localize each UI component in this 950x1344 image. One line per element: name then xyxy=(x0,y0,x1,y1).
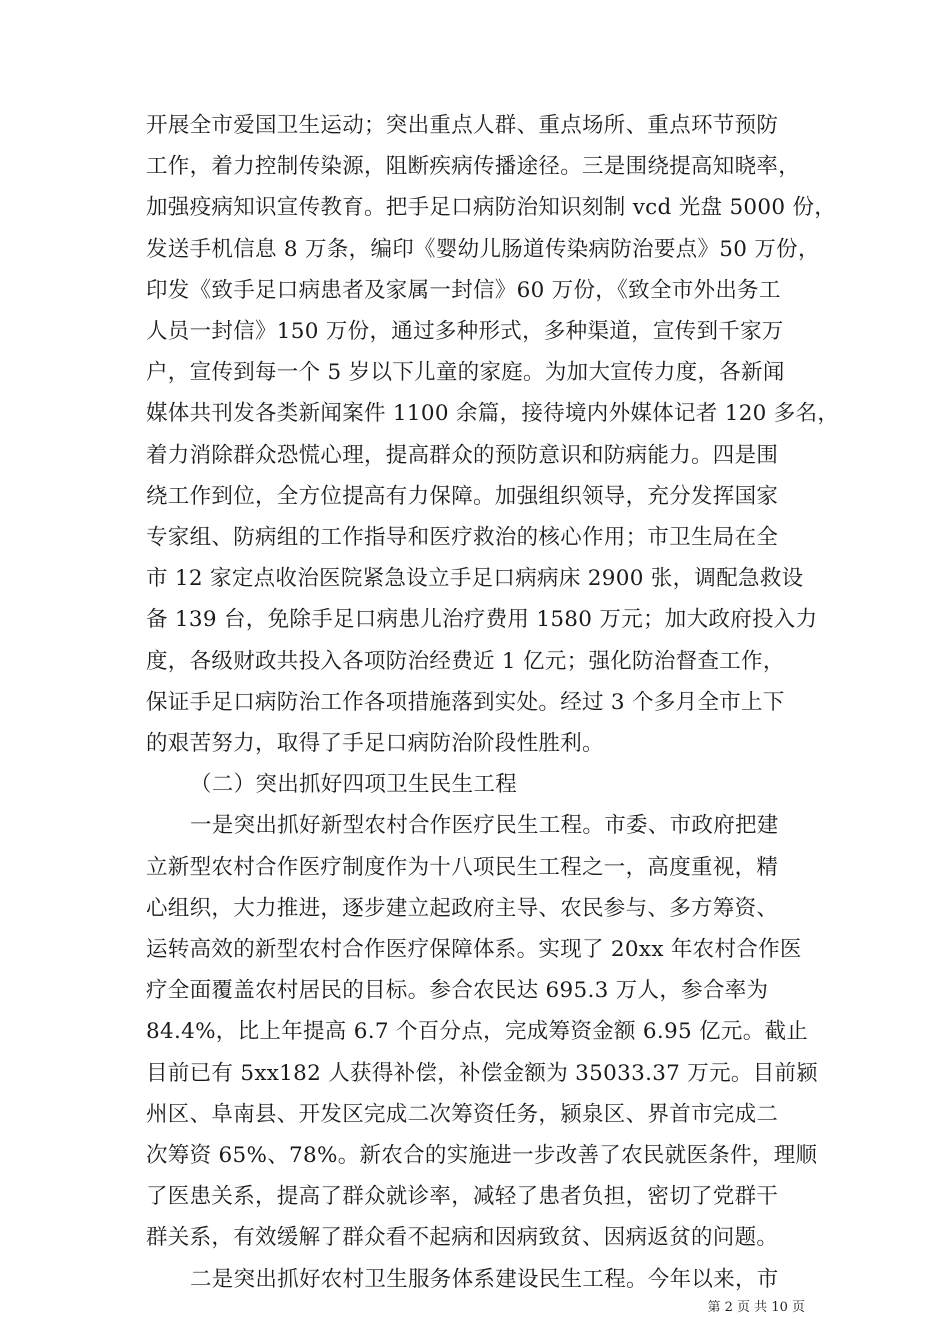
body-line: 心组织，大力推进，逐步建立起政府主导、农民参与、多方筹资、 xyxy=(146,895,779,921)
body-line: 户，宣传到每一个 5 岁以下儿童的家庭。为加大宣传力度，各新闻 xyxy=(146,360,785,386)
body-line: 市 12 家定点收治医院紧急设立手足口病病床 2900 张，调配急救设 xyxy=(146,566,804,592)
body-line: 二是突出抓好农村卫生服务体系建设民生工程。今年以来，市 xyxy=(190,1266,779,1292)
body-line: 群关系，有效缓解了群众看不起病和因病致贫、因病返贫的问题。 xyxy=(146,1225,779,1251)
body-line: 立新型农村合作医疗制度作为十八项民生工程之一，高度重视，精 xyxy=(146,854,779,880)
page-number-footer: 第 2 页 共 10 页 xyxy=(707,1300,805,1315)
body-line: 开展全市爱国卫生运动；突出重点人群、重点场所、重点环节预防 xyxy=(146,113,779,138)
body-line: 印发《致手足口病患者及家属一封信》60 万份，《致全市外出务工 xyxy=(146,277,781,303)
body-line: 媒体共刊发各类新闻案件 1100 余篇，接待境内外媒体记者 120 多名， xyxy=(146,401,840,427)
body-line: 绕工作到位，全方位提高有力保障。加强组织领导，充分发挥国家 xyxy=(146,483,779,509)
body-line: 人员一封信》150 万份，通过多种形式，多种渠道，宣传到千家万 xyxy=(146,319,784,344)
body-line: 发送手机信息 8 万条，编印《婴幼儿肠道传染病防治要点》50 万份， xyxy=(146,236,820,262)
body-line: 运转高效的新型农村合作医疗保障体系。实现了 20xx 年农村合作医 xyxy=(146,937,802,962)
body-line: 度，各级财政共投入各项防治经费近 1 亿元；强化防治督查工作， xyxy=(146,648,785,674)
body-line: 专家组、防病组的工作指导和医疗救治的核心作用；市卫生局在全 xyxy=(146,525,779,550)
body-line: 加强疫病知识宣传教育。把手足口病防治知识刻制 vcd 光盘 5000 份， xyxy=(146,195,837,221)
body-line: 着力消除群众恐慌心理，提高群众的预防意识和防病能力。四是围 xyxy=(146,442,779,468)
body-line: 目前已有 5xx182 人获得补偿，补偿金额为 35033.37 万元。目前颍 xyxy=(146,1060,819,1086)
body-line: 一是突出抓好新型农村合作医疗民生工程。市委、市政府把建 xyxy=(190,813,779,839)
body-line: 备 139 台，免除手足口病患儿治疗费用 1580 万元；加大政府投入力 xyxy=(146,607,818,633)
body-line: 保证手足口病防治工作各项措施落到实处。经过 3 个多月全市上下 xyxy=(146,689,785,715)
body-line: 工作，着力控制传染源，阻断疾病传播途径。三是围绕提高知晓率， xyxy=(146,154,801,180)
body-line: 了医患关系，提高了群众就诊率，减轻了患者负担，密切了党群干 xyxy=(146,1184,779,1210)
body-line: 疗全面覆盖农村居民的目标。参合农民达 695.3 万人，参合率为 xyxy=(146,978,769,1004)
body-line: 次筹资 65%、78%。新农合的实施进一步改善了农民就医条件，理顺 xyxy=(146,1143,818,1168)
body-line: 州区、阜南县、开发区完成二次筹资任务，颍泉区、界首市完成二 xyxy=(146,1101,779,1127)
section-heading: （二）突出抓好四项卫生民生工程 xyxy=(190,772,518,798)
body-line: 84.4%，比上年提高 6.7 个百分点，完成筹资金额 6.95 亿元。截止 xyxy=(146,1019,809,1045)
body-line: 的艰苦努力，取得了手足口病防治阶段性胜利。 xyxy=(146,731,604,756)
